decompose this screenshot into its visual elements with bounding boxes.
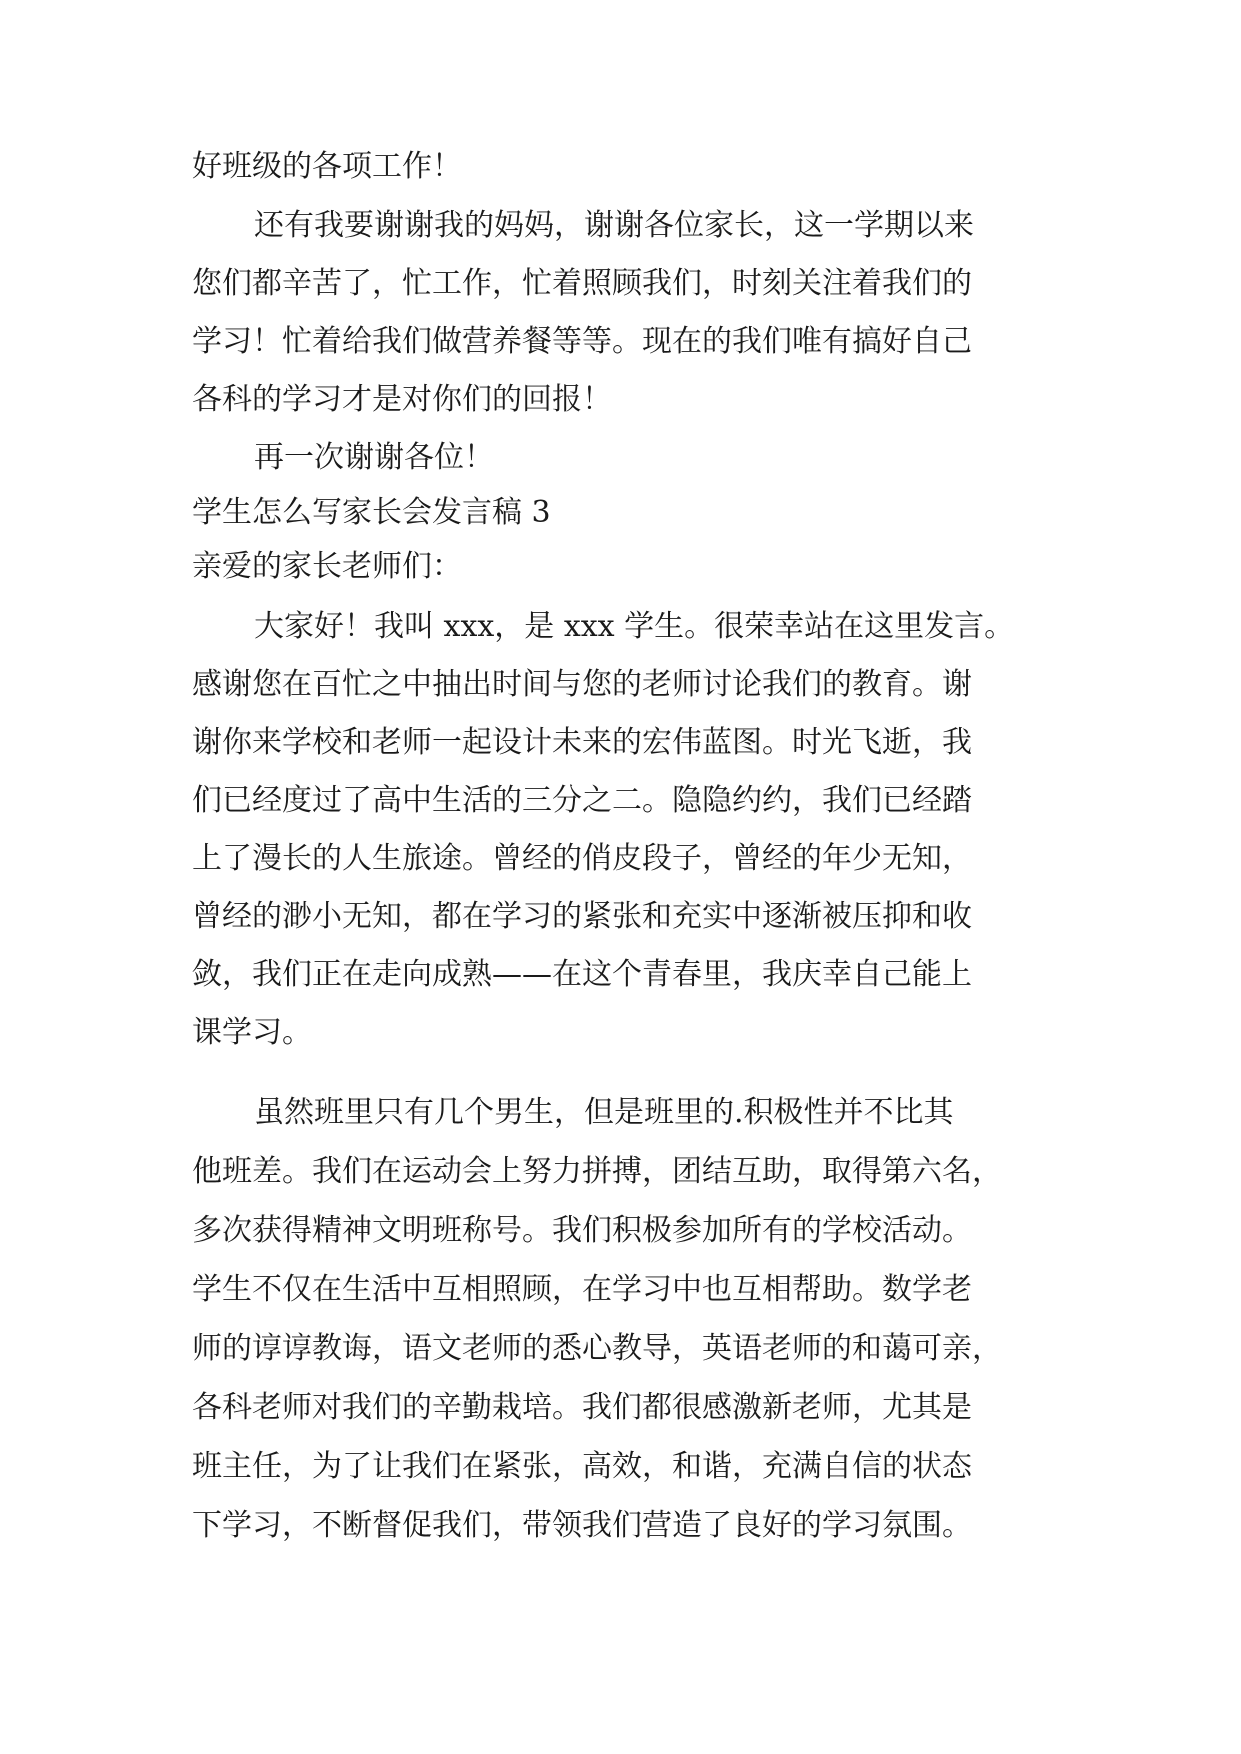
text-line: 师的谆谆教诲，语文老师的悉心教导，英语老师的和蔼可亲， [192, 1331, 1002, 1366]
text-line: 谢你来学校和老师一起设计未来的宏伟蓝图。时光飞逝，我 [192, 725, 972, 760]
text-line: 各科老师对我们的辛勤栽培。我们都很感激新老师，尤其是 [192, 1390, 972, 1425]
text-line: 学生不仅在生活中互相照顾，在学习中也互相帮助。数学老 [192, 1272, 972, 1307]
section-heading: 学生怎么写家长会发言稿 3 [192, 495, 551, 530]
text-line: 还有我要谢谢我的妈妈，谢谢各位家长，这一学期以来 [254, 208, 974, 243]
text-line: 各科的学习才是对你们的回报！ [192, 382, 612, 417]
salutation: 亲爱的家长老师们： [192, 549, 462, 584]
text-line: 班主任，为了让我们在紧张，高效，和谐，充满自信的状态 [192, 1449, 972, 1484]
text-line: 们已经度过了高中生活的三分之二。隐隐约约，我们已经踏 [192, 783, 972, 818]
text-line: 他班差。我们在运动会上努力拼搏，团结互助，取得第六名， [192, 1154, 1002, 1189]
text-line: 感谢您在百忙之中抽出时间与您的老师讨论我们的教育。谢 [192, 667, 972, 702]
text-line: 学习！忙着给我们做营养餐等等。现在的我们唯有搞好自己 [192, 324, 972, 359]
text-line: 下学习，不断督促我们，带领我们营造了良好的学习氛围。 [192, 1508, 972, 1543]
text-line: 大家好！我叫 xxx，是 xxx 学生。很荣幸站在这里发言。 [254, 609, 1015, 644]
text-line: 好班级的各项工作！ [192, 149, 462, 184]
text-line: 敛，我们正在走向成熟——在这个青春里，我庆幸自己能上 [192, 957, 972, 992]
text-line: 虽然班里只有几个男生，但是班里的.积极性并不比其 [254, 1095, 954, 1130]
text-line: 多次获得精神文明班称号。我们积极参加所有的学校活动。 [192, 1213, 972, 1248]
text-line: 您们都辛苦了，忙工作，忙着照顾我们，时刻关注着我们的 [192, 266, 972, 301]
text-line: 再一次谢谢各位！ [254, 440, 494, 475]
text-line: 曾经的渺小无知，都在学习的紧张和充实中逐渐被压抑和收 [192, 899, 972, 934]
text-line: 上了漫长的人生旅途。曾经的俏皮段子，曾经的年少无知， [192, 841, 972, 876]
text-line: 课学习。 [192, 1015, 312, 1050]
